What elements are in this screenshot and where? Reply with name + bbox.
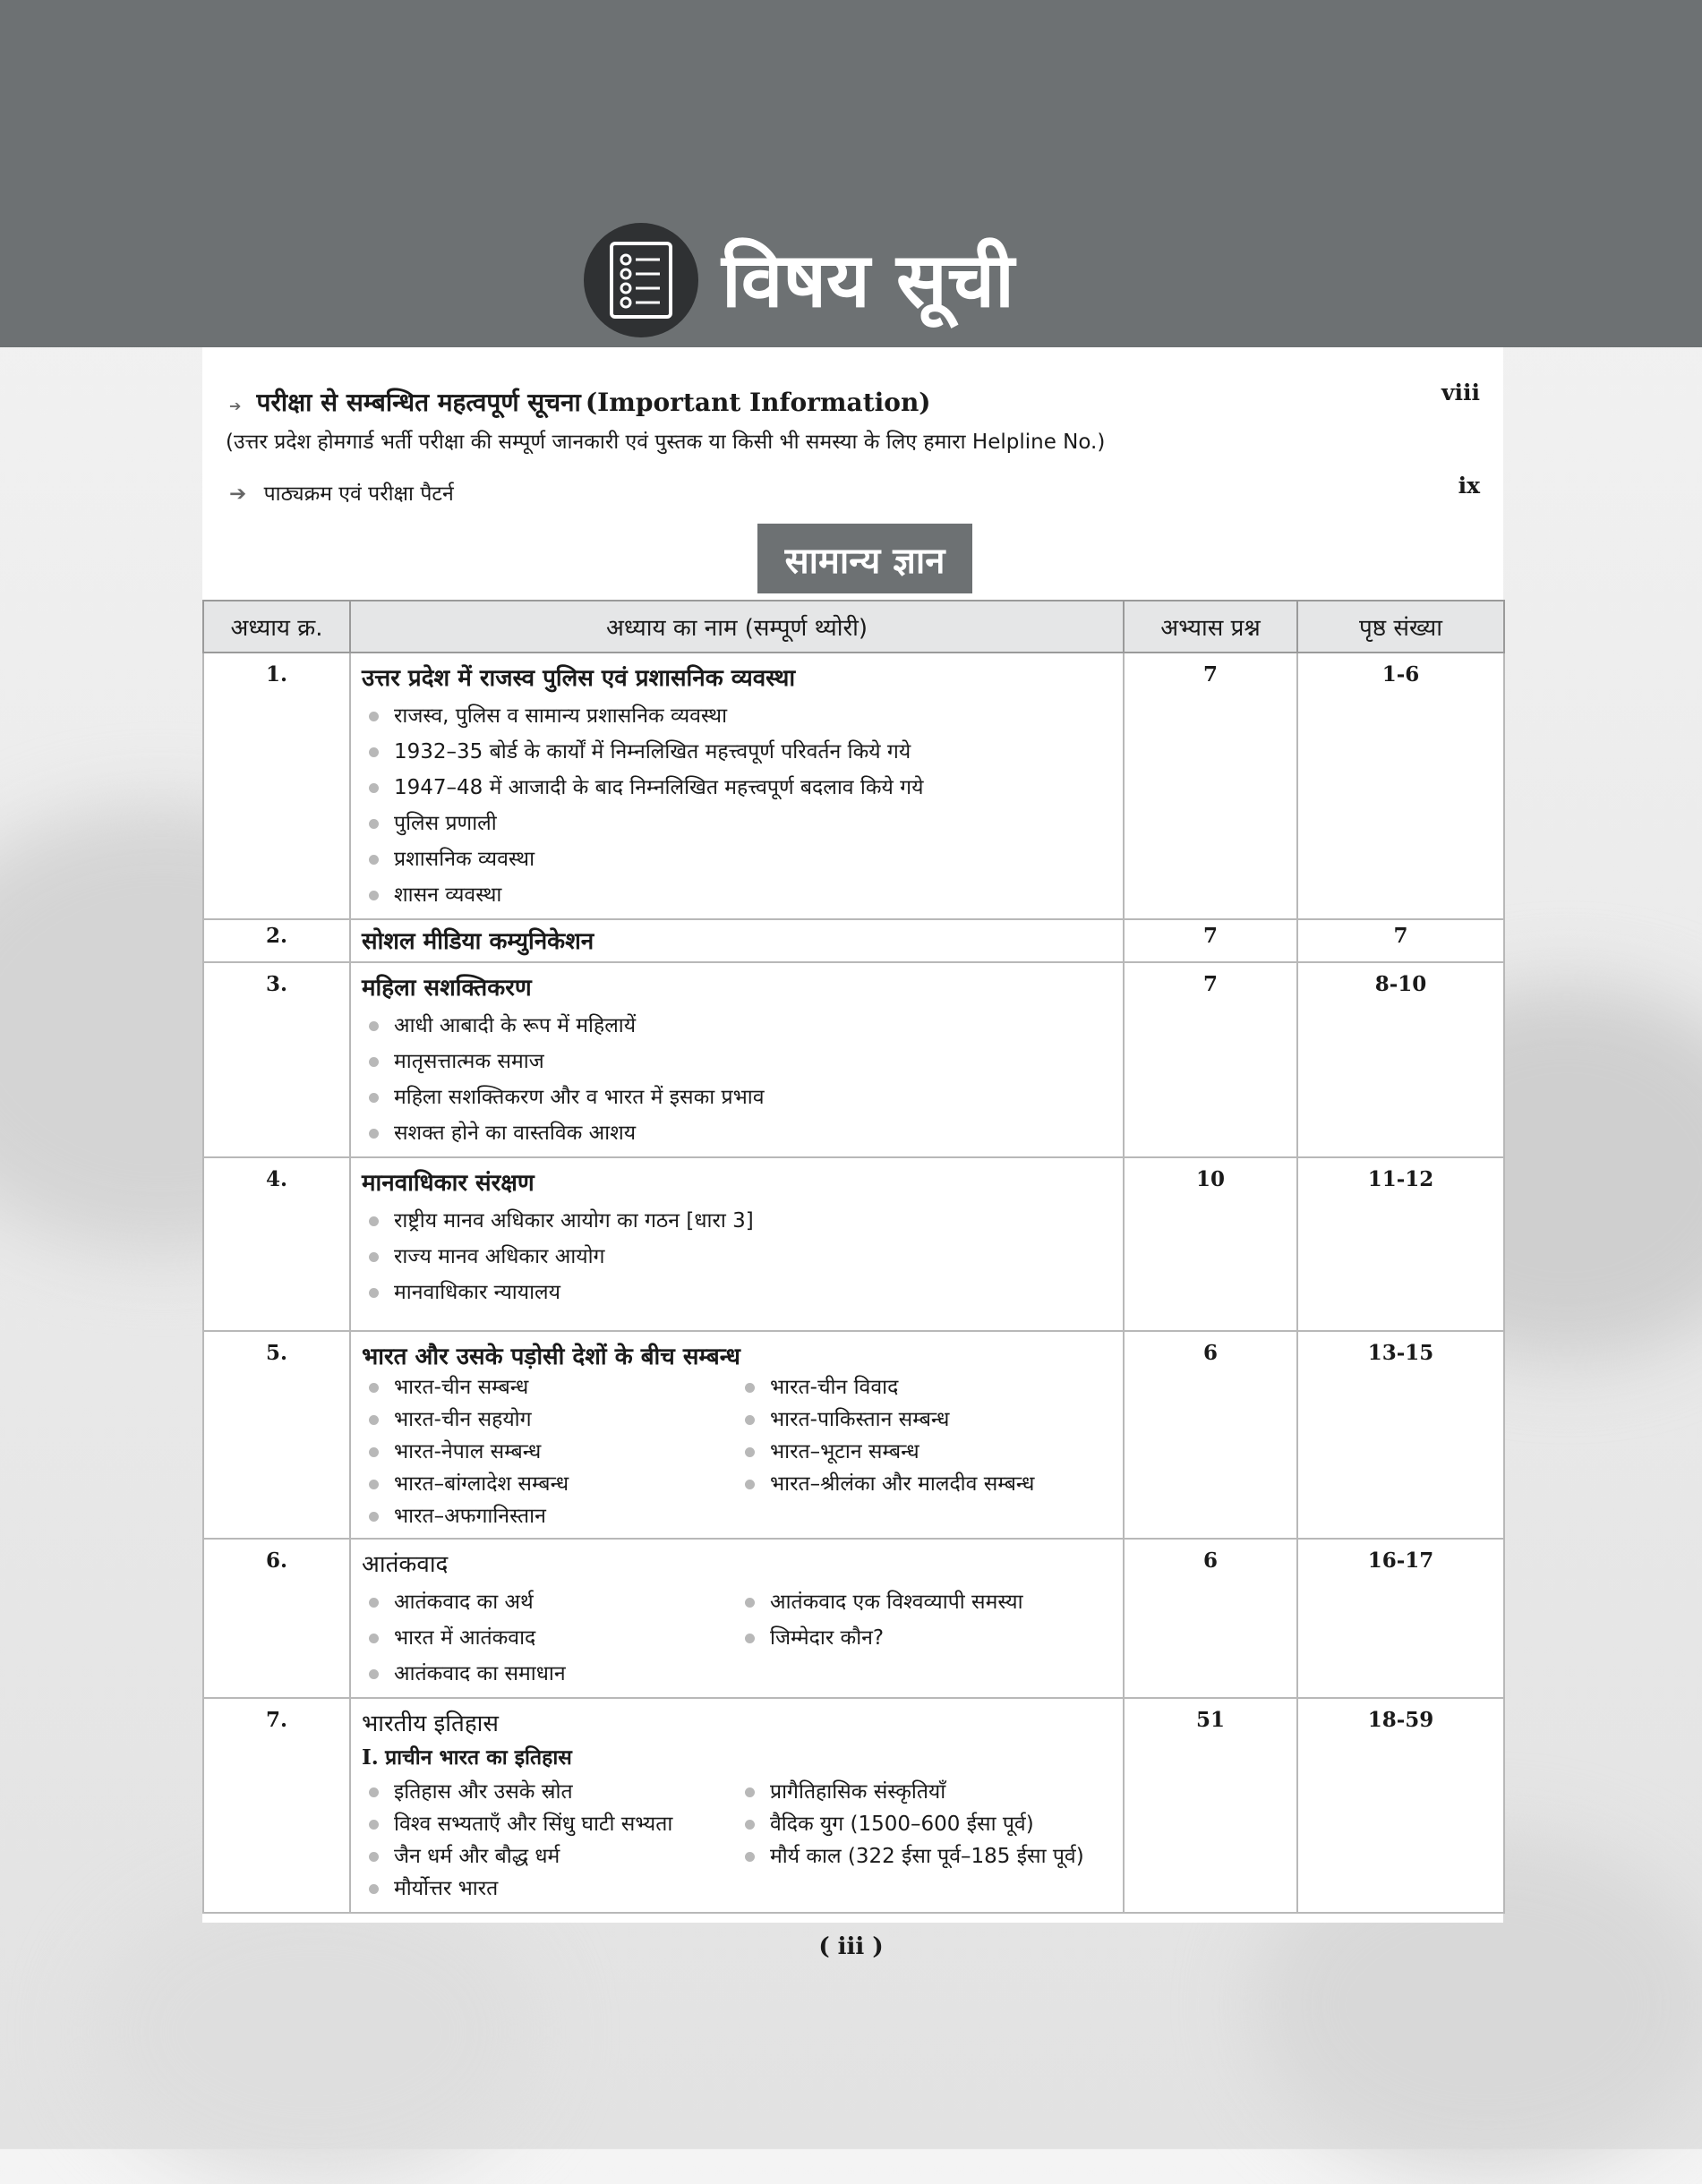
topic-item: पुलिस प्रणाली xyxy=(362,806,1114,841)
page-range: 8-10 xyxy=(1297,962,1504,1157)
topic-item: मौर्योत्तर भारत xyxy=(362,1873,738,1905)
info-line-2 xyxy=(229,478,454,507)
question-count: 6 xyxy=(1124,1539,1297,1698)
question-count: 7 xyxy=(1124,919,1297,962)
topic-item: भारत–भूटान सम्बन्ध xyxy=(738,1436,1114,1468)
topic-item: आतंकवाद का समाधान xyxy=(362,1656,738,1692)
chapter-title: भारतीय इतिहास xyxy=(362,1711,499,1737)
chapter-number: 5. xyxy=(203,1331,350,1539)
table-row[interactable] xyxy=(203,1331,1504,1539)
chapter-title: महिला सशक्तिकरण xyxy=(362,975,532,1002)
question-count: 10 xyxy=(1124,1157,1297,1331)
topic-item: भारत-चीन सम्बन्ध xyxy=(362,1371,738,1403)
chapter-number: 2. xyxy=(203,919,350,962)
topic-item: भारत में आतंकवाद xyxy=(362,1620,738,1656)
table-row[interactable] xyxy=(203,1539,1504,1698)
chapter-cell xyxy=(350,1698,1124,1913)
topic-item: भारत–अफगानिस्तान xyxy=(362,1500,738,1532)
topic-item: जैन धर्म और बौद्ध धर्म xyxy=(362,1840,738,1873)
chapter-number: 3. xyxy=(203,962,350,1157)
chapter-title: आतंकवाद xyxy=(362,1551,449,1578)
chapter-cell xyxy=(350,1157,1124,1331)
info-title-en: (Important Information) xyxy=(585,388,931,417)
topic-item: भारत-चीन विवाद xyxy=(738,1371,1114,1403)
page-range: 16-17 xyxy=(1297,1539,1504,1698)
page-range: 18-59 xyxy=(1297,1698,1504,1913)
info-title: परीक्षा से सम्बन्धित महत्वपूर्ण सूचना xyxy=(256,388,581,417)
topic-item: मानवाधिकार न्यायालय xyxy=(362,1275,1114,1310)
topic-item: 1932–35 बोर्ड के कार्यों में निम्नलिखित महत्त्वपूर्ण परिवर्तन किये गये xyxy=(362,734,1114,770)
chapter-number: 6. xyxy=(203,1539,350,1698)
page-header xyxy=(0,0,1702,347)
table-row[interactable] xyxy=(203,1698,1504,1913)
subtitle-numeral: I. xyxy=(362,1745,379,1770)
topic-item: भारत-पाकिस्तान सम्बन्ध xyxy=(738,1403,1114,1436)
contents-panel xyxy=(202,347,1503,1923)
chapter-number: 1. xyxy=(203,653,350,919)
topic-item: वैदिक युग (1500–600 ईसा पूर्व) xyxy=(738,1808,1114,1840)
table-row[interactable] xyxy=(203,1157,1504,1331)
topic-item: इतिहास और उसके स्रोत xyxy=(362,1776,738,1808)
chapter-cell xyxy=(350,1331,1124,1539)
col-header-pages: पृष्ठ संख्या xyxy=(1297,601,1504,653)
chapter-number: 7. xyxy=(203,1698,350,1913)
question-count: 51 xyxy=(1124,1698,1297,1913)
topic-item: शासन व्यवस्था xyxy=(362,877,1114,913)
table-header-row xyxy=(203,601,1504,653)
arrow-icon: ➔ xyxy=(229,397,242,414)
chapter-cell xyxy=(350,919,1124,962)
table-row[interactable] xyxy=(203,653,1504,919)
page-range: 11-12 xyxy=(1297,1157,1504,1331)
col-header-chapter-name: अध्याय का नाम (सम्पूर्ण थ्योरी) xyxy=(350,601,1124,653)
background-cloud xyxy=(90,1880,537,2184)
chapter-number: 4. xyxy=(203,1157,350,1331)
arrow-icon: ➔ xyxy=(229,482,247,506)
topic-item: राजस्व, पुलिस व सामान्य प्रशासनिक व्यवस्था xyxy=(362,698,1114,734)
topic-item: भारत–बांग्लादेश सम्बन्ध xyxy=(362,1468,738,1500)
info-page-1: viii xyxy=(1441,380,1480,405)
topic-item: राज्य मानव अधिकार आयोग xyxy=(362,1239,1114,1275)
topic-item: मातृसत्तात्मक समाज xyxy=(362,1044,1114,1079)
question-count: 7 xyxy=(1124,962,1297,1157)
question-count: 7 xyxy=(1124,653,1297,919)
chapter-subtitle xyxy=(362,1742,1114,1770)
topic-item: आतंकवाद का अर्थ xyxy=(362,1584,738,1620)
topic-item: आतंकवाद एक विश्वव्यापी समस्या xyxy=(738,1584,1114,1620)
topic-item: मौर्य काल (322 ईसा पूर्व–185 ईसा पूर्व) xyxy=(738,1840,1114,1873)
info-note: (उत्तर प्रदेश होमगार्ड भर्ती परीक्षा की सम्पूर्ण जानकारी एवं पुस्तक या किसी भी समस्या के लिए हमारा Helpline No.) xyxy=(226,431,1106,454)
title-block xyxy=(584,224,1014,337)
chapter-cell xyxy=(350,1539,1124,1698)
table-row[interactable] xyxy=(203,962,1504,1157)
chapter-title: मानवाधिकार संरक्षण xyxy=(362,1170,535,1197)
page-range: 7 xyxy=(1297,919,1504,962)
col-header-chapter-no: अध्याय क्र. xyxy=(203,601,350,653)
page-number: ( iii ) xyxy=(818,1933,884,1960)
page-range: 1-6 xyxy=(1297,653,1504,919)
col-header-questions: अभ्यास प्रश्न xyxy=(1124,601,1297,653)
topic-item: भारत–श्रीलंका और मालदीव सम्बन्ध xyxy=(738,1468,1114,1500)
contents-table xyxy=(202,600,1505,1914)
topic-item: महिला सशक्तिकरण और व भारत में इसका प्रभाव xyxy=(362,1079,1114,1115)
subtitle-text: प्राचीन भारत का इतिहास xyxy=(385,1746,572,1770)
info-page-2: ix xyxy=(1458,473,1480,499)
topic-item: 1947–48 में आजादी के बाद निम्नलिखित महत्त्वपूर्ण बदलाव किये गये xyxy=(362,770,1114,806)
topic-item: जिम्मेदार कौन? xyxy=(738,1620,1114,1656)
topic-item: विश्व सभ्यताएँ और सिंधु घाटी सभ्यता xyxy=(362,1808,738,1840)
page-title: विषय सूची xyxy=(722,236,1014,324)
question-count: 6 xyxy=(1124,1331,1297,1539)
topic-item: राष्ट्रीय मानव अधिकार आयोग का गठन [धारा 3] xyxy=(362,1203,1114,1239)
info-title: पाठ्यक्रम एवं परीक्षा पैटर्न xyxy=(263,482,454,506)
topic-item: भारत-चीन सहयोग xyxy=(362,1403,738,1436)
topic-item: प्रशासनिक व्यवस्था xyxy=(362,841,1114,877)
chapter-cell xyxy=(350,962,1124,1157)
chapter-title: सोशल मीडिया कम्युनिकेशन xyxy=(362,928,594,955)
topic-item: सशक्त होने का वास्तविक आशय xyxy=(362,1115,1114,1151)
table-row[interactable] xyxy=(203,919,1504,962)
document-list-icon xyxy=(584,223,698,337)
topic-item: भारत-नेपाल सम्बन्ध xyxy=(362,1436,738,1468)
info-line-1 xyxy=(229,385,931,419)
section-title: सामान्य ज्ञान xyxy=(757,524,972,593)
chapter-cell xyxy=(350,653,1124,919)
chapter-title: उत्तर प्रदेश में राजस्व पुलिस एवं प्रशासनिक व्यवस्था xyxy=(362,665,796,692)
topic-item: आधी आबादी के रूप में महिलायें xyxy=(362,1008,1114,1044)
chapter-title: भारत और उसके पड़ोसी देशों के बीच सम्बन्ध xyxy=(362,1344,740,1370)
page-range: 13-15 xyxy=(1297,1331,1504,1539)
topic-item: प्रागैतिहासिक संस्कृतियाँ xyxy=(738,1776,1114,1808)
